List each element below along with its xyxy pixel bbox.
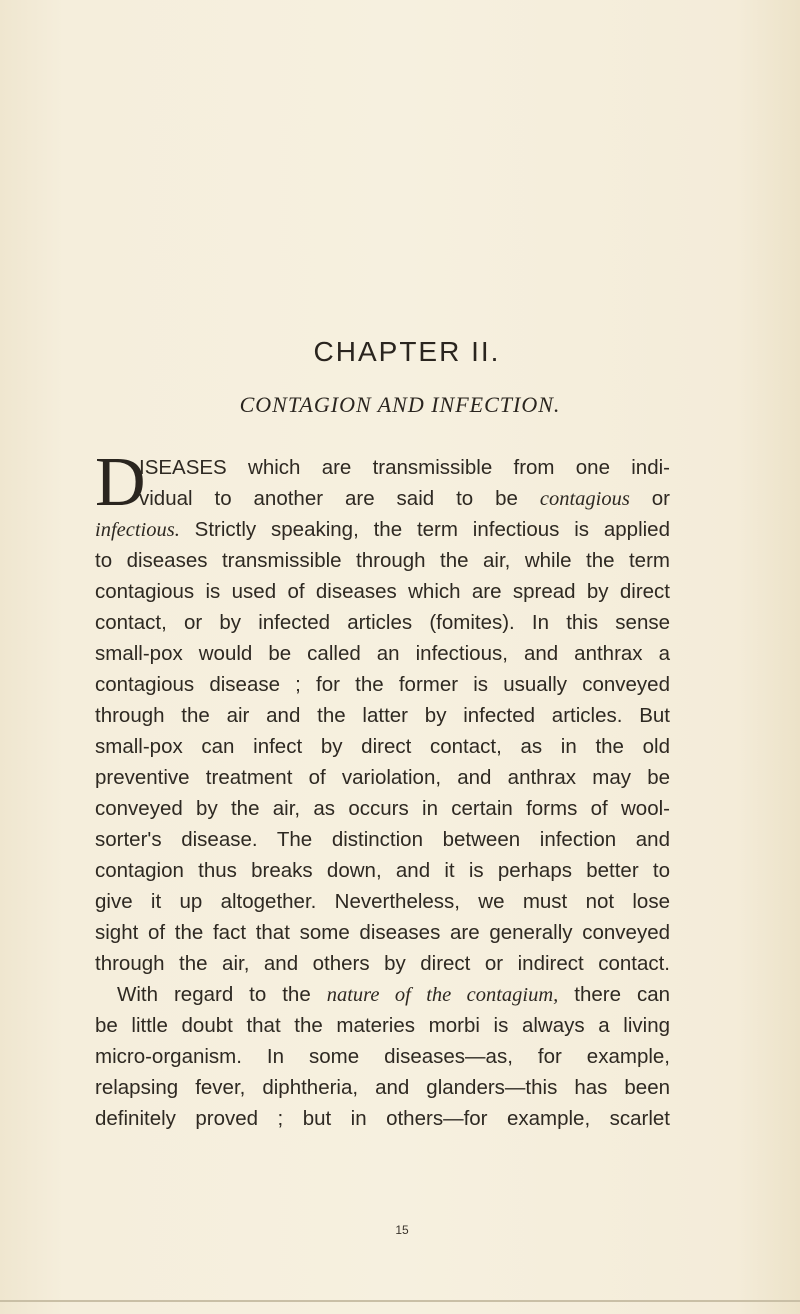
text-run: vidual to another are said to be: [139, 487, 540, 510]
text-run: ISEASES which are transmissible from one indi-: [139, 456, 670, 479]
text-run: through the air and the latter by infected articles. But: [95, 704, 670, 727]
text-run: to diseases transmissible through the air, while the term: [95, 549, 670, 572]
text-line: [95, 545, 670, 576]
text-line: [95, 1103, 670, 1134]
body-text: [95, 444, 670, 1134]
text-run: there can: [558, 983, 670, 1006]
text-line: [95, 576, 670, 607]
text-line: [95, 1010, 670, 1041]
text-line: [95, 731, 670, 762]
text-line: [95, 886, 670, 917]
text-line: [95, 917, 670, 948]
text-line: [95, 855, 670, 886]
text-run: With regard to the: [117, 983, 327, 1006]
text-run: Strictly speaking, the term infectious is applied: [179, 518, 670, 541]
text-run: contagious disease ; for the former is usually conveyed: [95, 673, 670, 696]
text-run: contagious is used of diseases which are spread by direct: [95, 580, 670, 603]
page-edge: [0, 1300, 800, 1302]
text-run: micro-organism. In some diseases—as, for example,: [95, 1045, 670, 1068]
text-run: contagion thus breaks down, and it is perhaps better to: [95, 859, 670, 882]
text-line: [95, 1041, 670, 1072]
text-line: [95, 700, 670, 731]
text-line: [95, 452, 670, 483]
text-line: [95, 762, 670, 793]
text-run: be little doubt that the materies morbi is always a living: [95, 1014, 670, 1037]
italic-phrase: nature of the contagium,: [326, 984, 559, 1006]
text-line: [95, 824, 670, 855]
text-line: [95, 793, 670, 824]
text-run: sight of the fact that some diseases are generally conveyed: [95, 921, 670, 944]
text-run: conveyed by the air, as occurs in certain forms of wool-: [95, 797, 670, 820]
text-line: [95, 514, 670, 545]
text-line: [95, 607, 670, 638]
drop-cap: D: [95, 444, 146, 521]
chapter-subtitle: CONTAGION AND INFECTION.: [239, 392, 561, 417]
text-run: through the air, and others by direct or indirect contact.: [95, 952, 670, 975]
text-line: [95, 638, 670, 669]
page-number: 15: [395, 1223, 409, 1237]
text-line: [95, 1072, 670, 1103]
text-run: small-pox would be called an infectious, and anthrax a: [95, 642, 670, 665]
text-run: give it up altogether. Nevertheless, we must not lose: [95, 890, 670, 913]
italic-phrase: infectious.: [95, 519, 180, 541]
text-run: or: [629, 487, 670, 510]
text-line: [95, 979, 670, 1010]
italic-phrase: contagious: [539, 488, 630, 510]
text-run: small-pox can infect by direct contact, as in the old: [95, 735, 670, 758]
text-run: definitely proved ; but in others—for example, scarlet: [95, 1107, 670, 1130]
text-line: [95, 483, 670, 514]
text-line: [95, 669, 670, 700]
text-run: relapsing fever, diphtheria, and glanders—this has been: [95, 1076, 670, 1099]
text-run: contact, or by infected articles (fomites). In this sense: [95, 611, 670, 634]
chapter-heading: CHAPTER II.: [313, 336, 501, 367]
text-line: [95, 948, 670, 979]
text-run: preventive treatment of variolation, and anthrax may be: [95, 766, 670, 789]
text-run: sorter's disease. The distinction between infection and: [95, 828, 670, 851]
